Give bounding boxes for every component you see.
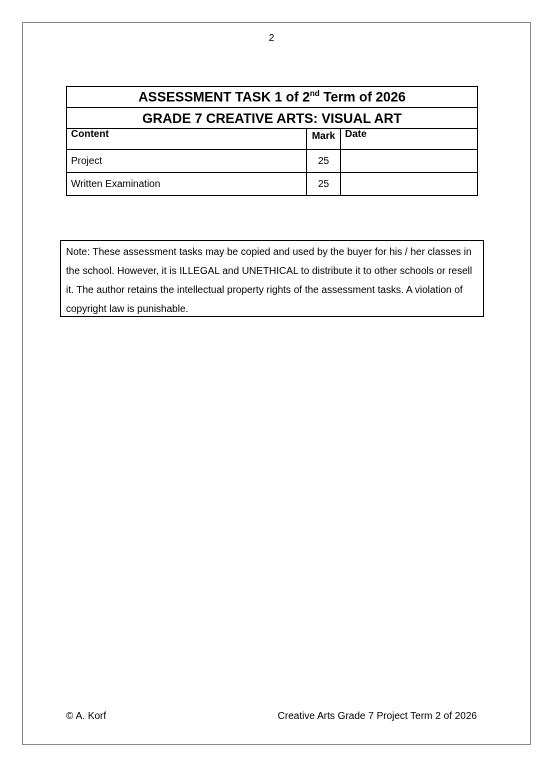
content-column-header: Content xyxy=(67,129,307,150)
footer-title: Creative Arts Grade 7 Project Term 2 of 2026 xyxy=(277,711,477,722)
footer-author: © A. Korf xyxy=(66,711,107,722)
table-header-row xyxy=(67,129,478,150)
row-mark: 25 xyxy=(307,150,341,173)
assessment-subtitle: GRADE 7 CREATIVE ARTS: VISUAL ART xyxy=(67,108,478,129)
row-content: Project xyxy=(67,150,307,173)
copyright-note: Note: These assessment tasks may be copied and used by the buyer for his / her classes in the school. However, it is ILLEGAL and UNETHICAL to distribute it to other schools or resell it. The author retains the intellectual property rights of the assessment tasks. A violation of copyright law is punishable. xyxy=(60,240,484,317)
row-date xyxy=(341,173,478,196)
table-row xyxy=(67,173,478,196)
row-mark: 25 xyxy=(307,173,341,196)
assessment-title: ASSESSMENT TASK 1 of 2nd Term of 2026 xyxy=(67,87,478,108)
table-row xyxy=(67,150,478,173)
date-column-header: Date xyxy=(341,129,478,150)
page-number: 2 xyxy=(268,33,275,44)
mark-column-header: Mark xyxy=(307,129,341,150)
row-date xyxy=(341,150,478,173)
row-content: Written Examination xyxy=(67,173,307,196)
assessment-table xyxy=(66,86,478,196)
